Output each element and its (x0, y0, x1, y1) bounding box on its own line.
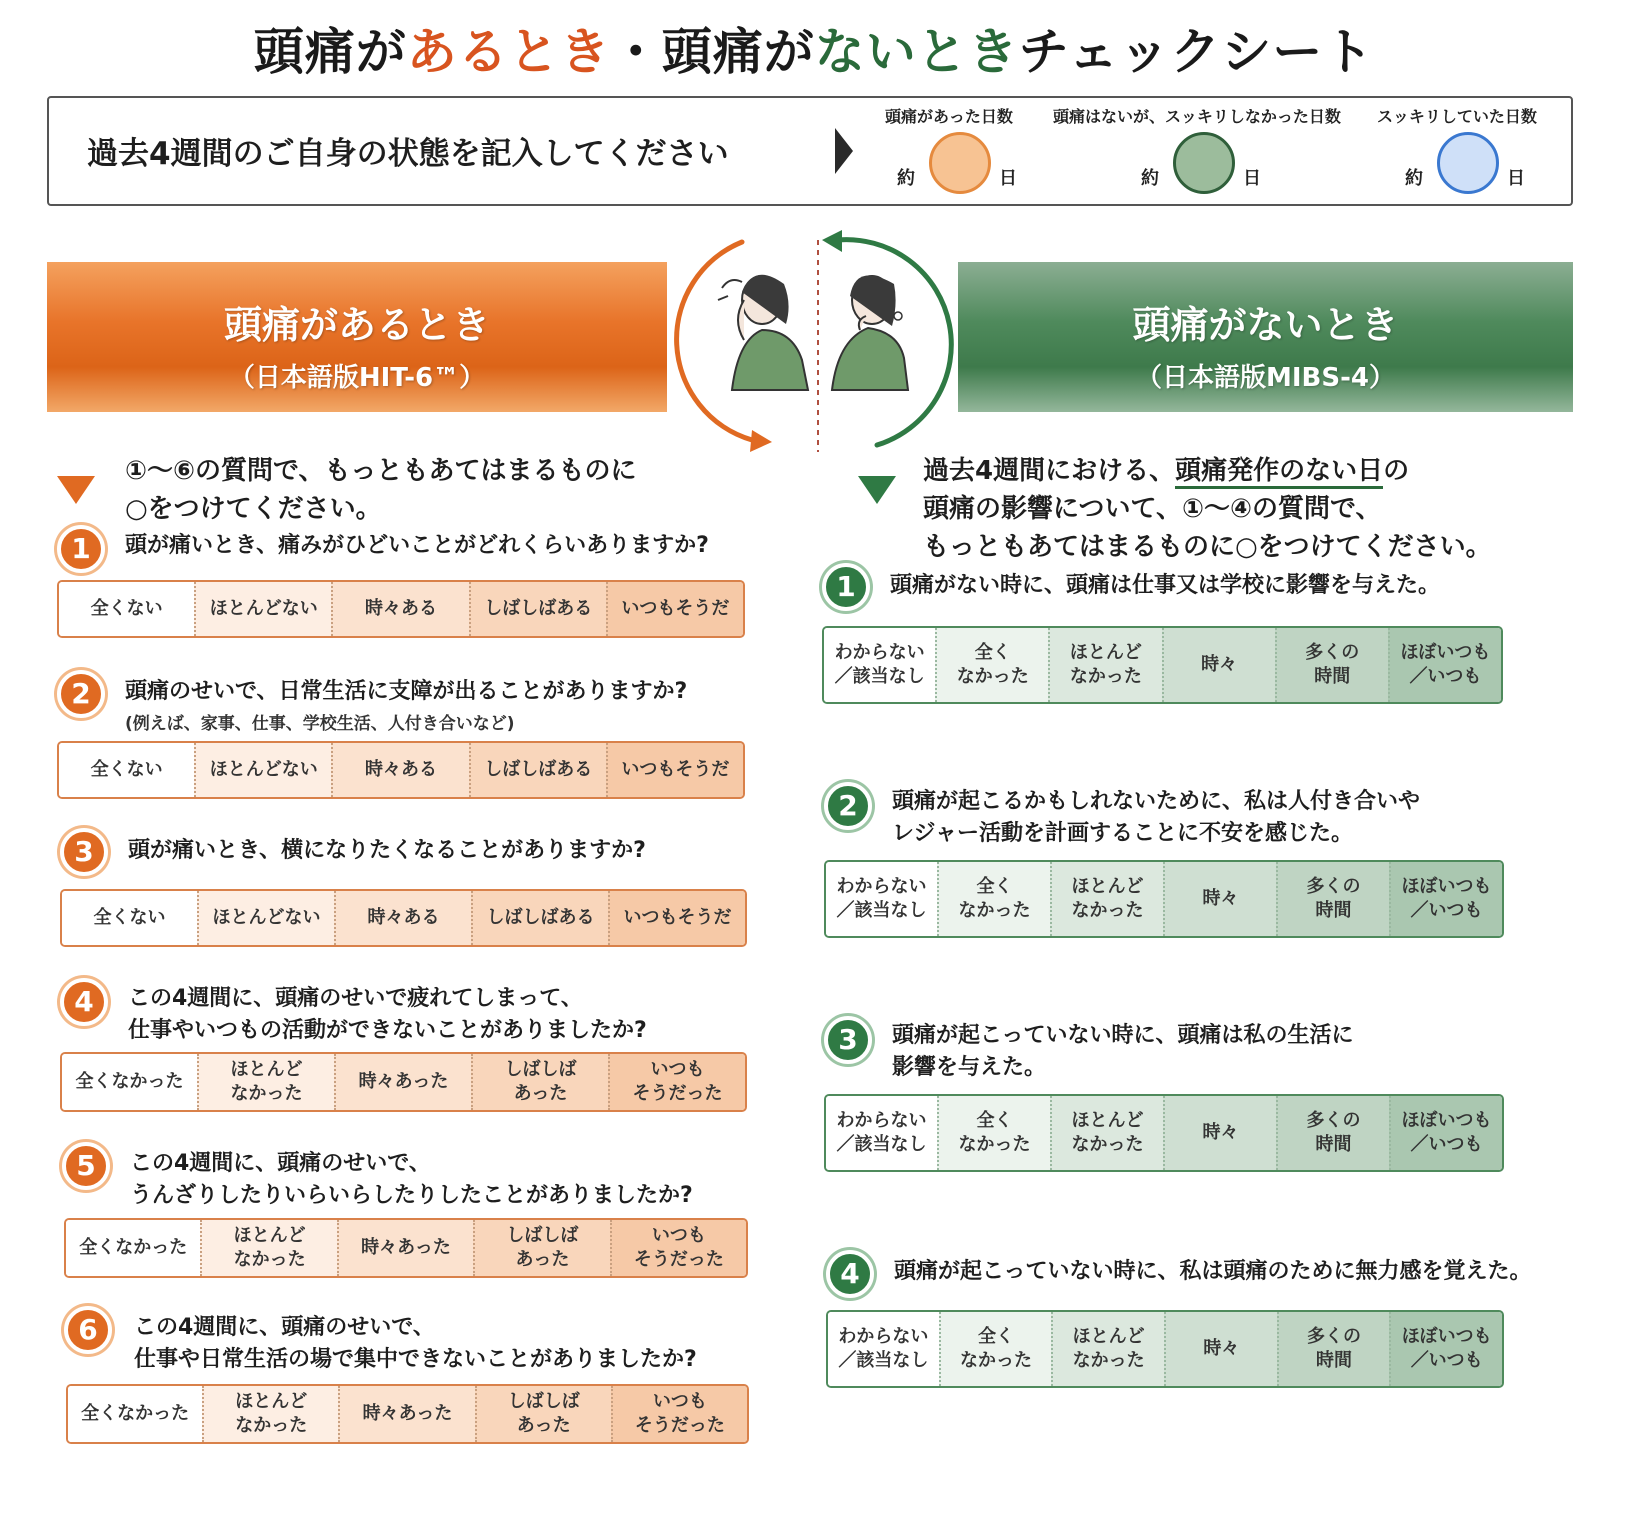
answer-options (826, 1310, 1504, 1388)
answer-option[interactable]: ほとんどない (197, 891, 334, 945)
answer-option[interactable]: 全くない (59, 582, 194, 636)
answer-option[interactable]: ほとんど なかった (1050, 862, 1163, 936)
answer-option[interactable]: ほぼいつも ／いつも (1389, 1312, 1502, 1386)
question-text (125, 530, 709, 562)
answer-option[interactable]: 時々ある (331, 582, 468, 636)
question-text (130, 1148, 693, 1212)
answer-option[interactable]: わからない ／該当なし (826, 1096, 937, 1170)
answer-options (57, 580, 745, 638)
question-line1: 頭痛のせいで、日常生活に支障が出ることがありますか? (125, 679, 688, 704)
left-instruction (125, 452, 637, 528)
answer-options (60, 1052, 747, 1112)
question-text (894, 1256, 1532, 1288)
answer-options (64, 1218, 748, 1278)
days-label-headache: 頭痛があった日数 (885, 107, 1013, 126)
right-instruction-line1 (923, 452, 1492, 490)
question-number: 1 (822, 563, 870, 611)
arrow-right-icon (835, 128, 853, 174)
answer-options (824, 1094, 1504, 1172)
answer-option[interactable]: ほとんど なかった (200, 1220, 336, 1276)
days-circle-unclear[interactable] (1173, 132, 1235, 194)
answer-options (66, 1384, 749, 1444)
answer-option[interactable]: ほとんど なかった (1051, 1312, 1164, 1386)
answer-option[interactable]: いつも そうだった (611, 1386, 747, 1442)
answer-option[interactable]: ほとんど なかった (202, 1386, 338, 1442)
left-instruction-line2: ○をつけてください。 (125, 494, 382, 524)
question-text (125, 676, 687, 740)
question-line1: 頭が痛いとき、横になりたくなることがありますか? (128, 838, 646, 863)
answer-option[interactable]: 多くの 時間 (1275, 628, 1388, 702)
answer-option[interactable]: しばしばある (469, 743, 606, 797)
answer-option[interactable]: ほとんど なかった (1048, 628, 1161, 702)
banner-sub-left: （日本語版HIT-6™） (228, 363, 486, 393)
right-instruction-1c: の (1383, 456, 1410, 486)
answer-option[interactable]: 多くの 時間 (1277, 1312, 1390, 1386)
right-instruction-1a: 過去4週間における、 (923, 456, 1176, 486)
answer-option[interactable]: 全くなかった (66, 1220, 200, 1276)
answer-option[interactable]: わからない ／該当なし (824, 628, 935, 702)
answer-option[interactable]: しばしば あった (473, 1220, 609, 1276)
cycle-illustration (672, 230, 962, 460)
cycle-arrow-icon (677, 230, 952, 452)
question-number: 6 (64, 1306, 112, 1354)
answer-option[interactable]: 全く なかった (939, 1312, 1052, 1386)
title-part5: チェックシート (1018, 23, 1375, 81)
question-number: 4 (60, 978, 108, 1026)
right-instruction-line3: もっともあてはまるものに○をつけてください。 (923, 532, 1492, 562)
question-text (892, 1020, 1354, 1084)
answer-option[interactable]: しばしば あった (475, 1386, 611, 1442)
answer-option[interactable]: いつも そうだった (610, 1220, 746, 1276)
instruction-box-text: 過去4週間のご自身の状態を記入してください (87, 136, 729, 172)
answer-option[interactable]: 全くない (59, 743, 194, 797)
answer-option[interactable]: しばしばある (469, 582, 606, 636)
triangle-down-icon (57, 476, 95, 504)
answer-option[interactable]: ほぼいつも ／いつも (1389, 862, 1502, 936)
title-part2: あるとき (406, 23, 611, 81)
question-line1: 頭痛が起こっていない時に、頭痛は私の生活に (892, 1023, 1354, 1048)
question-number: 4 (826, 1250, 874, 1298)
answer-option[interactable]: ほとんど なかった (197, 1054, 334, 1110)
banner-title-left: 頭痛があるとき (223, 303, 490, 347)
question-text (892, 786, 1420, 850)
question-line1: 頭痛が起こっていない時に、私は頭痛のために無力感を覚えた。 (894, 1259, 1532, 1284)
question-line1: 頭痛が起こるかもしれないために、私は人付き合いや (892, 789, 1421, 814)
title-part4: ないとき (814, 23, 1019, 81)
question-line1: 頭痛がない時に、頭痛は仕事又は学校に影響を与えた。 (890, 573, 1441, 598)
instruction-box (47, 96, 1573, 206)
question-number: 3 (824, 1016, 872, 1064)
question-text (134, 1312, 697, 1376)
days-unit: 日 (999, 168, 1017, 189)
answer-option[interactable]: 時々ある (334, 891, 471, 945)
question-number: 3 (60, 828, 108, 876)
right-instruction (923, 452, 1492, 566)
answer-option[interactable]: 多くの 時間 (1276, 1096, 1389, 1170)
answer-option[interactable]: ほぼいつも ／いつも (1389, 1096, 1502, 1170)
days-prefix: 約 (1141, 168, 1159, 189)
banner-title-right: 頭痛がないとき (1132, 303, 1399, 347)
left-instruction-line1: ①〜⑥の質問で、もっともあてはまるものに (125, 456, 637, 486)
calm-woman-icon (832, 275, 908, 390)
banner-without-headache (958, 262, 1573, 412)
answer-option[interactable]: 全く なかった (935, 628, 1048, 702)
days-prefix: 約 (1405, 168, 1423, 189)
right-instruction-line2: 頭痛の影響について、①〜④の質問で、 (923, 494, 1382, 524)
right-instruction-1b: 頭痛発作のない日 (1175, 456, 1383, 489)
answer-option[interactable]: いつもそうだ (606, 582, 743, 636)
days-unit: 日 (1507, 168, 1525, 189)
answer-option[interactable]: しばしばある (471, 891, 608, 945)
question-line2: 影響を与えた。 (892, 1055, 1047, 1080)
answer-option[interactable]: 時々あった (338, 1386, 474, 1442)
days-unit: 日 (1243, 168, 1261, 189)
question-line2: 仕事やいつもの活動ができないことがありましたか? (128, 1018, 647, 1043)
answer-option[interactable]: 時々あった (337, 1220, 473, 1276)
question-line2: 仕事や日常生活の場で集中できないことがありましたか? (134, 1347, 697, 1372)
title-part1: 頭痛が (253, 23, 407, 81)
answer-options (60, 889, 747, 947)
title-part3: ・頭痛が (610, 23, 815, 81)
page-title (0, 12, 1628, 84)
question-line2: レジャー活動を計画することに不安を感じた。 (892, 821, 1354, 846)
answer-option[interactable]: いつもそうだ (608, 891, 745, 945)
question-line2: うんざりしたりいらいらしたりしたことがありましたか? (130, 1183, 693, 1208)
answer-option[interactable]: 全くなかった (62, 1054, 197, 1110)
answer-option[interactable]: 全く なかった (937, 1096, 1050, 1170)
answer-options (824, 860, 1504, 938)
answer-option[interactable]: いつもそうだ (606, 743, 743, 797)
answer-option[interactable]: ほとんどない (194, 743, 331, 797)
answer-option[interactable]: ほとんど なかった (1050, 1096, 1163, 1170)
answer-option[interactable]: わからない ／該当なし (828, 1312, 939, 1386)
answer-option[interactable]: わからない ／該当なし (826, 862, 937, 936)
days-circle-headache[interactable] (929, 132, 991, 194)
answer-option[interactable]: 時々ある (331, 743, 468, 797)
answer-option[interactable]: 時々 (1163, 1096, 1276, 1170)
answer-option[interactable]: 全くなかった (68, 1386, 202, 1442)
answer-option[interactable]: 全く なかった (937, 862, 1050, 936)
days-label-unclear: 頭痛はないが、スッキリしなかった日数 (1053, 107, 1341, 126)
headache-woman-icon (718, 275, 808, 390)
answer-option[interactable]: いつも そうだった (608, 1054, 745, 1110)
question-text (128, 983, 647, 1047)
days-prefix: 約 (897, 168, 915, 189)
banner-with-headache (47, 262, 667, 412)
question-number: 2 (824, 782, 872, 830)
days-label-clear: スッキリしていた日数 (1377, 107, 1537, 126)
question-number: 2 (57, 670, 105, 718)
answer-option[interactable]: 時々 (1163, 862, 1276, 936)
days-circle-clear[interactable] (1437, 132, 1499, 194)
answer-options (57, 741, 745, 799)
answer-option[interactable]: 時々 (1164, 1312, 1277, 1386)
banner-sub-right: （日本語版MIBS-4） (1136, 363, 1395, 393)
answer-option[interactable]: 時々 (1162, 628, 1275, 702)
answer-options (822, 626, 1503, 704)
question-number: 1 (57, 525, 105, 573)
answer-option[interactable]: ほぼいつも ／いつも (1388, 628, 1501, 702)
answer-option[interactable]: 多くの 時間 (1276, 862, 1389, 936)
question-line2: (例えば、家事、仕事、学校生活、人付き合いなど) (125, 714, 515, 734)
triangle-down-icon (858, 476, 896, 504)
answer-option[interactable]: 全くない (62, 891, 197, 945)
answer-option[interactable]: 時々あった (334, 1054, 471, 1110)
answer-option[interactable]: ほとんどない (194, 582, 331, 636)
question-line1: 頭が痛いとき、痛みがひどいことがどれくらいありますか? (125, 533, 709, 558)
question-text (890, 570, 1440, 602)
question-line1: この4週間に、頭痛のせいで、 (130, 1151, 431, 1176)
question-line1: この4週間に、頭痛のせいで、 (134, 1315, 435, 1340)
question-number: 5 (62, 1142, 110, 1190)
question-line1: この4週間に、頭痛のせいで疲れてしまって、 (128, 986, 583, 1011)
answer-option[interactable]: しばしば あった (471, 1054, 608, 1110)
question-text (128, 835, 646, 867)
